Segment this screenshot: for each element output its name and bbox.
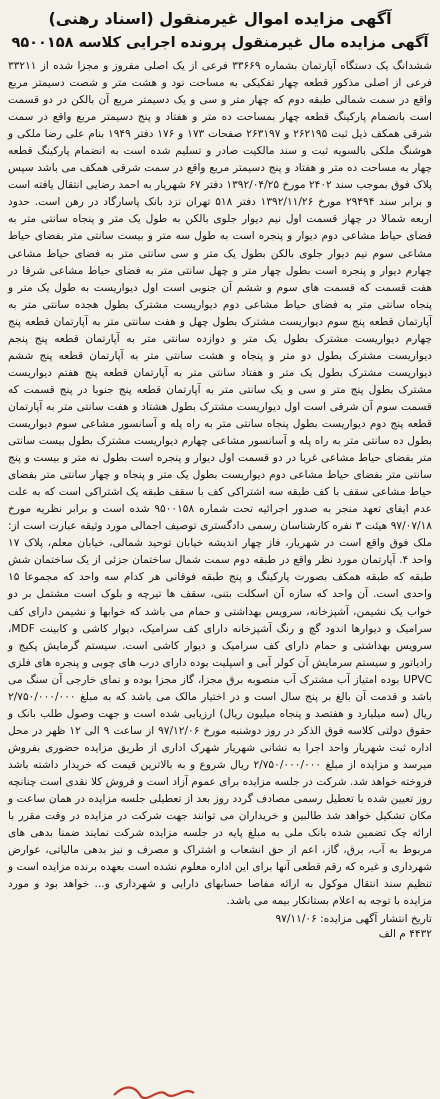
publish-date: تاریخ انتشار آگهی مزایده: ۹۷/۱۱/۰۶ [275,913,432,926]
notice-subtitle: آگهی مزایده مال غیرمنقول پرونده اجرایی کلاسه ۹۵۰۰۱۵۸ [11,35,429,51]
notice-code: ۴۴۳۲ م الف [378,928,432,941]
notice-footer [8,912,432,942]
notice-title: آگهی مزایده اموال غیرمنقول (اسناد رهنی) [48,9,392,28]
handwritten-mark [110,1083,230,1099]
notice-body: ششدانگ یک دستگاه آپارتمان بشماره ۳۳۶۶۹ فرعی از یک اصلی مفروز و مجزا شده از ۳۳۲۱۱ فرعی از اصلی مذکور قطعه چهار تفکیکی به مساحت نود و هشت متر و شصت دسیمتر مربع واقع در سمت شمالی طبقه دوم که چهار متر و سی و یک دسیمتر مربع آن بالکن در دو قسمت است بانضمام پارکینگ قطعه چهار بمساحت ده متر و هفتاد و پنج دسیمتر مربع واقع در سمت شرقی همکف ذیل ثبت ۲۶۲۱۹۵ و ۲۶۳۱۹۷ صفحات ۱۷۳ و ۱۷۶ دفتر ۱۹۴۹ بنام علی رضا ملکی و هوشنگ ملکی بالسویه ثبت و سند مالکیت صادر و تسلیم شده است به انضمام پارکینگ قطعه چهار به مساحت ده متر و هفتاد و پنج دسیمتر مربع واقع در سمت شرقی همکف می باشد سپس پلاک فوق بموجب سند ۲۴۰۲ مورخ ۱۳۹۲/۰۴/۲۵ دفتر ۶۷ شهریار به احمد رضایی انتقال یافته است و برابر سند ۲۹۴۹۴ مورخ ۱۳۹۲/۱۱/۲۶ دفتر ۵۱۸ تهران نزد بانک پاسارگاد در رهن است. حدود اربعه شمالا در چهار قسمت اول نیم دیوار جلوی بالکن به طول یک متر و پنجاه سانتی متر به فضای حیاط مشاعی دوم دیوار و پنجره است به طول سه متر و بیست سانتی متر بفضای حیاط مشاعی سوم نیم دیوار جلوی بالکن بطول یک متر و سی سانتی متر به فضای حیاط مشاعی چهارم دیوار و پنجره است بطول چهار متر و چهل سانتی متر به فضای حیاط مشاعی شرقا در هفت قسمت که قسمت های سوم و ششم آن جنوبی است اول دیواریست به طول یک متر و پنجاه سانتی متر به فضای حیاط مشاعی دوم دیواریست مشترک بطول هجده سانتی متر به آپارتمان قطعه پنج سوم دیواریست مشترک بطول چهل و هفت سانتی متر به آپارتمان قطعه پنج چهارم دیواریست مشترک بطول یک متر و دوازده سانتی متر به آپارتمان قطعه پنج پنجم دیواریست مشترک بطول دو متر و پنجاه و هشت سانتی متر به آپارتمان قطعه پنج ششم دیواریست مشترک بطول یک متر و هفتاد سانتی متر به آپارتمان قطعه پنج هفتم دیواریست مشترک بطول پنج متر و سی و یک سانتی متر به آپارتمان قطعه پنج جنوبا در پنج قسمت که قسمت سوم آن شرقی است اول دیواریست مشترک بطول هشتاد و هفت سانتی متر به آپارتمان قطعه پنج دوم دیواریست بطول پنجاه سانتی متر به راه پله و آسانسور مشاعی سوم دیواریست بطول ده سانتی متر به راه پله و آسانسور مشاعی چهارم دیواریست مشترک بطول بیست سانتی متر بفضای حیاط مشاعی غربا در دو قسمت اول دیوار و پنجره است بطول نه متر و بیست و پنج سانتی متر بفضای حیاط مشاعی دوم دیواریست بطول یک متر و پنجاه و چهار سانتی متر بفضای حیاط مشاعی سقف با کف طبقه سه اشتراکی کف با سقف طبقه یک اشتراکی است که به علت عدم ایفای تعهد منجر به صدور اجرائیه تحت شماره ۹۵۰۰۱۵۸ شده است و برابر نظریه مورخ ۹۷/۰۷/۱۸ هیئت ۳ نفره کارشناسان رسمی دادگستری توصیف اجمالی مورد وثیقه عبارت است از: ملک فوق واقع است در شهریار، فاز چهار اندیشه خیابان توحید شمالی، خیابان معلم، پلاک ۱۷ واحد ۴. آپارتمان مورد نظر واقع در طبقه دوم سمت شمال ساختمان جزئی از یک ساختمان شش طبقه که طبقه همکف بصورت پارکینگ و پنج طبقه فوقانی هر کدام سه واحد که مجموعا ۱۵ واحدی است. آن واحد که سازه آن اسکلت بتنی، سقف ها تیرچه و بلوک است مشتمل بر دو خواب یک نشیمن، آشپزخانه، سرویس بهداشتی و حمام می باشد که خوابها و نشیمن دارای کف سرامیک و دیوارها اندود گچ و رنگ آشپزخانه دارای کف سرامیک، دیوار کاشی و کابینت MDF، سرویس بهداشتی و حمام دارای کف سرامیک و دیوار کاشی است. سیستم گرمایش پکیج و رادیاتور و سیستم سرمایش آن کولر آبی و اسپلیت بوده دارای درب های چوبی و پنجره های فلزی UPVC بوده امتیاز آب مشترک آب منصوبه برق مجزا، گاز مجزا بوده و نمای خارجی آن سنگ می باشد و قدمت آن بالغ بر پنج سال است و در اختیار مالک می باشد که به مبلغ ۲/۷۵۰/۰۰۰/۰۰۰ ریال (سه میلیارد و هفتصد و پنجاه میلیون ریال) ارزیابی شده است و جهت وصول طلب بانک و حقوق دولتی کلاسه فوق الذکر در روز دوشنبه مورخ ۹۷/۱۲/۰۶ از ساعت ۹ الی ۱۲ ظهر در محل اداره ثبت شهریار واحد اجرا به نشانی شهریار شهرک اداری از طریق مزایده حضوری بفروش میرسد و مزایده از مبلغ ۲/۷۵۰/۰۰۰/۰۰۰ ریال شروع و به بالاترین قیمت که خریدار داشته باشد فروخته خواهد شد. شرکت در جلسه مزایده برای عموم آزاد است و فروش کلا نقدی است چنانچه روز تعیین شده با تعطیل رسمی مصادف گردد روز بعد از تعطیلی جلسه مزایده در همان ساعت و مکان تشکیل خواهد شد طالبین و خریداران می توانند جهت شرکت در مزایده در وقت مقرر با ارائه چک تضمین شده بانک ملی به مبلغ پایه در جلسه مزایده شرکت نمایند ضمنا بدهی های مربوط به آب، برق، گاز، اعم از حق انشعاب و اشتراک و مصرف و نیز بدهی مالیاتی، عوارض شهرداری و غیره که رقم قطعی آنها برای این اداره معلوم نشده است بعهده برنده مزایده است و تنظیم سند انتقال موکول به ارائه مفاصا حسابهای دارایی و شهرداری و... خواهد بود و مورد مزایده با توجه به اعلام بستانکار بیمه می باشد. [8,60,433,908]
